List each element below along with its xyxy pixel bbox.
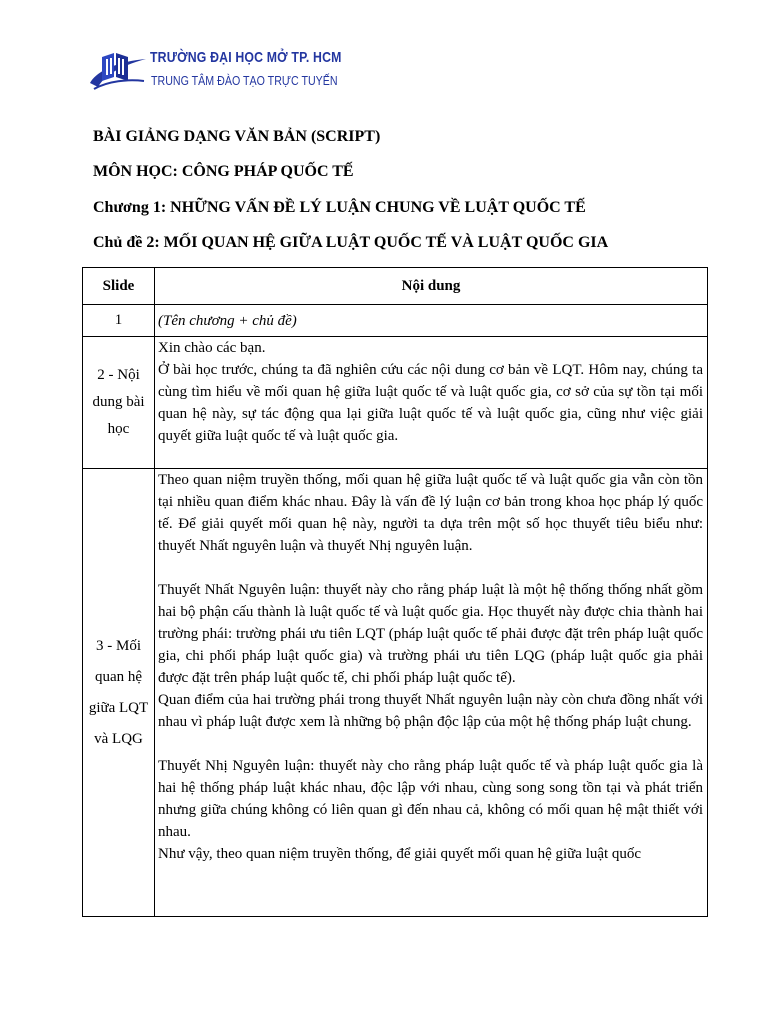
script-table xyxy=(82,267,708,917)
content-paragraph: Quan điểm của hai trường phái trong thuyết Nhất nguyên luận này còn chưa đồng nhất với nhau vì pháp luật được xem là những bộ phận độc lập của một hệ thống pháp luật chung. xyxy=(158,692,703,730)
slide-number: 2 - Nội dung bài học xyxy=(92,367,145,437)
content-paragraph: Như vậy, theo quan niệm truyền thống, để giải quyết mối quan hệ giữa luật quốc xyxy=(158,846,642,862)
slide-number: 3 - Mối quan hệ giữa LQT và LQG xyxy=(88,637,149,747)
logo-university-name: TRƯỜNG ĐẠI HỌC MỞ TP. HCM xyxy=(150,49,342,66)
content-paragraph: Xin chào các bạn. xyxy=(158,340,266,356)
slide-number: 1 xyxy=(83,305,155,337)
content-paragraph: Ở bài học trước, chúng ta đã nghiên cứu các nội dung cơ bản về LQT. Hôm nay, chúng ta cùng tìm hiểu về mối quan hệ giữa luật quốc tế và luật quốc gia, cơ sở của sự tồn tại mối quan hệ này, sự tác động qua lại giữa luật quốc tế và luật quốc gia, cũng như việc giải quyết giữa luật quốc tế và luật quốc gia. xyxy=(158,362,703,444)
content-paragraph: Theo quan niệm truyền thống, mối quan hệ giữa luật quốc tế và luật quốc gia vẫn còn tồn tại nhiều quan điểm khác nhau. Đây là vấn đề lý luận cơ bản trong khoa học pháp lý quốc tế. Để giải quyết mối quan hệ này, người ta dựa trên một số học thuyết tiêu biểu như: thuyết Nhất nguyên luận và thuyết Nhị nguyên luận. xyxy=(158,472,703,554)
table-row xyxy=(83,337,708,469)
course-title: MÔN HỌC: CÔNG PHÁP QUỐC TẾ xyxy=(93,163,354,180)
content-paragraph: (Tên chương + chủ đề) xyxy=(158,312,297,329)
content-paragraph: Thuyết Nhất Nguyên luận: thuyết này cho rằng pháp luật là một hệ thống thống nhất gồm hai bộ phận cấu thành là luật quốc tế và luật quốc gia. Học thuyết này được chia thành hai trường phái: trường phái ưu tiên LQT (pháp luật quốc tế phải được đặt trên pháp luật quốc gia, chi phối pháp luật quốc gia) và trường phái ưu tiên LQG (pháp luật quốc gia phải được đặt trên pháp luật quốc tế, chi phối pháp luật quốc tế). xyxy=(158,582,703,686)
content-paragraph: Thuyết Nhị Nguyên luận: thuyết này cho rằng pháp luật quốc tế và pháp luật quốc gia là hai hệ thống pháp luật khác nhau, độc lập với nhau, cùng song song tồn tại và phát triển nhưng giữa chúng không có liên quan gì đến nhau cả, không có mối quan hệ mật thiết với nhau. xyxy=(158,758,703,840)
table-row xyxy=(83,469,708,917)
topic-title: Chủ đề 2: MỐI QUAN HỆ GIỮA LUẬT QUỐC TẾ VÀ LUẬT QUỐC GIA xyxy=(93,234,609,251)
table-row xyxy=(83,305,708,337)
column-header-slide: Slide xyxy=(83,268,155,305)
table-header-row xyxy=(83,268,708,305)
logo-center-name: TRUNG TÂM ĐÀO TẠO TRỰC TUYẾN xyxy=(151,73,338,88)
logo-emblem-icon xyxy=(88,43,148,99)
university-logo xyxy=(88,43,342,99)
document-title: BÀI GIẢNG DẠNG VĂN BẢN (SCRIPT) xyxy=(93,128,381,145)
chapter-title: Chương 1: NHỮNG VẤN ĐỀ LÝ LUẬN CHUNG VỀ LUẬT QUỐC TẾ xyxy=(93,199,586,216)
column-header-content: Nội dung xyxy=(155,268,708,305)
